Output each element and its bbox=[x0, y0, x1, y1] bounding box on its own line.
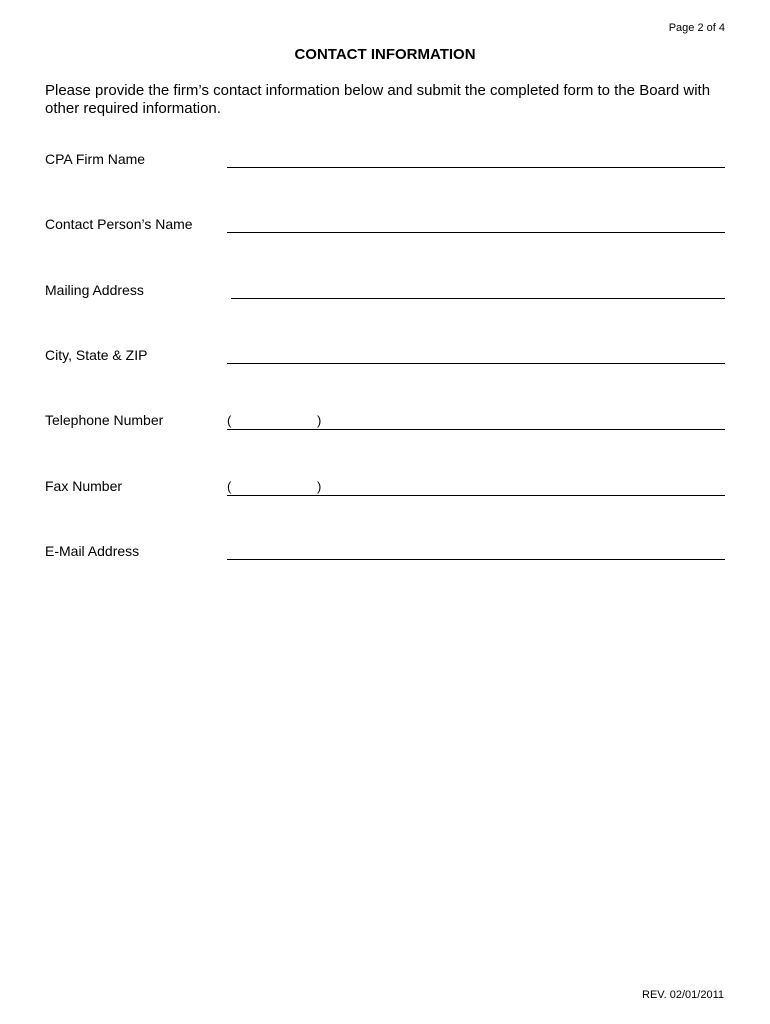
city-state-zip-line[interactable] bbox=[227, 351, 725, 364]
revision-date: REV. 02/01/2011 bbox=[642, 989, 724, 1001]
city-state-zip-label: City, State & ZIP bbox=[45, 347, 148, 363]
cpa-firm-name-line[interactable] bbox=[227, 155, 725, 168]
telephone-area-code-open-paren: ( bbox=[227, 413, 232, 428]
field-email-address bbox=[45, 542, 725, 564]
cpa-firm-name-label: CPA Firm Name bbox=[45, 151, 146, 167]
contact-person-name-label: Contact Person’s Name bbox=[45, 216, 193, 232]
field-city-state-zip bbox=[45, 346, 725, 368]
telephone-number-line[interactable] bbox=[227, 411, 725, 430]
field-telephone-number bbox=[45, 411, 725, 433]
page-number: Page 2 of 4 bbox=[668, 22, 725, 34]
form-title: CONTACT INFORMATION bbox=[294, 46, 476, 63]
field-contact-person-name bbox=[45, 215, 725, 237]
fax-area-code-close-paren: ) bbox=[317, 479, 322, 494]
email-address-label: E-Mail Address bbox=[45, 543, 140, 559]
fax-area-code-open-paren: ( bbox=[227, 479, 232, 494]
mailing-address-line[interactable] bbox=[231, 286, 725, 299]
fax-number-label: Fax Number bbox=[45, 478, 123, 494]
mailing-address-label: Mailing Address bbox=[45, 282, 144, 298]
contact-person-name-line[interactable] bbox=[227, 220, 725, 233]
fax-number-line[interactable] bbox=[227, 477, 725, 496]
telephone-number-label: Telephone Number bbox=[45, 412, 164, 428]
telephone-area-code-close-paren: ) bbox=[317, 413, 322, 428]
intro-text: Please provide the firm’s contact information below and submit the completed form to the Board with other required information. bbox=[45, 82, 711, 117]
email-address-line[interactable] bbox=[227, 547, 725, 560]
field-fax-number bbox=[45, 477, 725, 499]
field-cpa-firm-name bbox=[45, 150, 725, 172]
field-mailing-address bbox=[45, 281, 725, 303]
